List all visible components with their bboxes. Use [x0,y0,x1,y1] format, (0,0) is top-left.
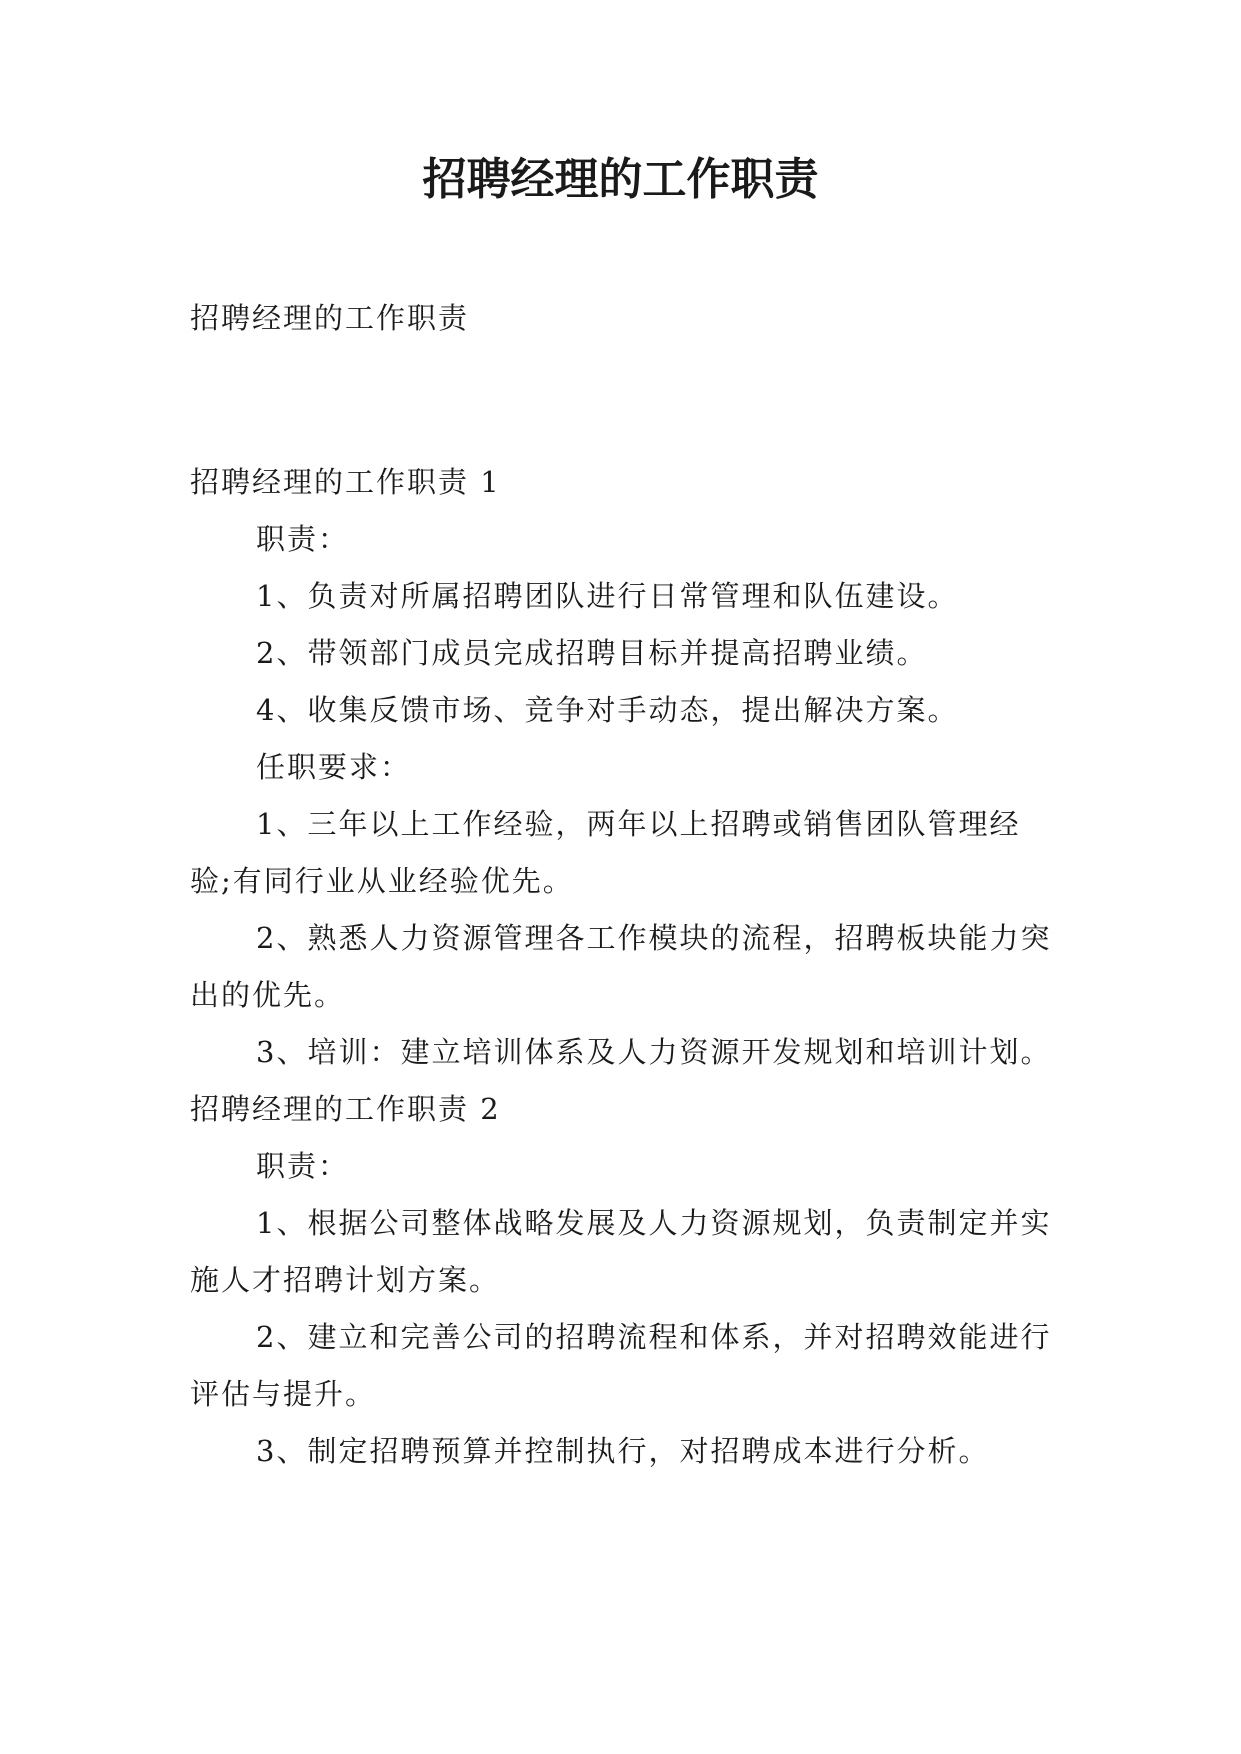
intro-paragraph: 招聘经理的工作职责 [190,301,470,335]
section-1-heading: 招聘经理的工作职责 1 [190,465,501,499]
section-2-duty-item: 2、建立和完善公司的招聘流程和体系，并对招聘效能进行评估与提升。 [190,1320,1052,1411]
section-1-requirement-item: 2、熟悉人力资源管理各工作模块的流程，招聘板块能力突出的优先。 [190,921,1052,1012]
section-2-duty-item: 1、根据公司整体战略发展及人力资源规划，负责制定并实施人才招聘计划方案。 [190,1206,1052,1297]
document-body [190,290,1052,1480]
document-title: 招聘经理的工作职责 [422,154,819,205]
section-1-duties-label: 职责： [256,522,350,556]
section-1-requirement-item: 3、培训：建立培训体系及人力资源开发规划和培训计划。 [256,1035,1052,1069]
section-1-duty-item: 1、负责对所属招聘团队进行日常管理和队伍建设。 [256,579,959,613]
section-1-requirement-item: 1、三年以上工作经验，两年以上招聘或销售团队管理经验;有同行业从业经验优先。 [190,807,1021,898]
section-1-requirements-label: 任职要求： [256,750,412,784]
section-1-duty-item: 2、带领部门成员完成招聘目标并提高招聘业绩。 [256,636,928,670]
section-1-duty-item: 4、收集反馈市场、竞争对手动态，提出解决方案。 [256,693,959,727]
section-2-duties-label: 职责： [256,1149,350,1183]
section-2-duty-item: 3、制定招聘预算并控制执行，对招聘成本进行分析。 [256,1434,990,1468]
section-2-heading: 招聘经理的工作职责 2 [190,1092,501,1126]
